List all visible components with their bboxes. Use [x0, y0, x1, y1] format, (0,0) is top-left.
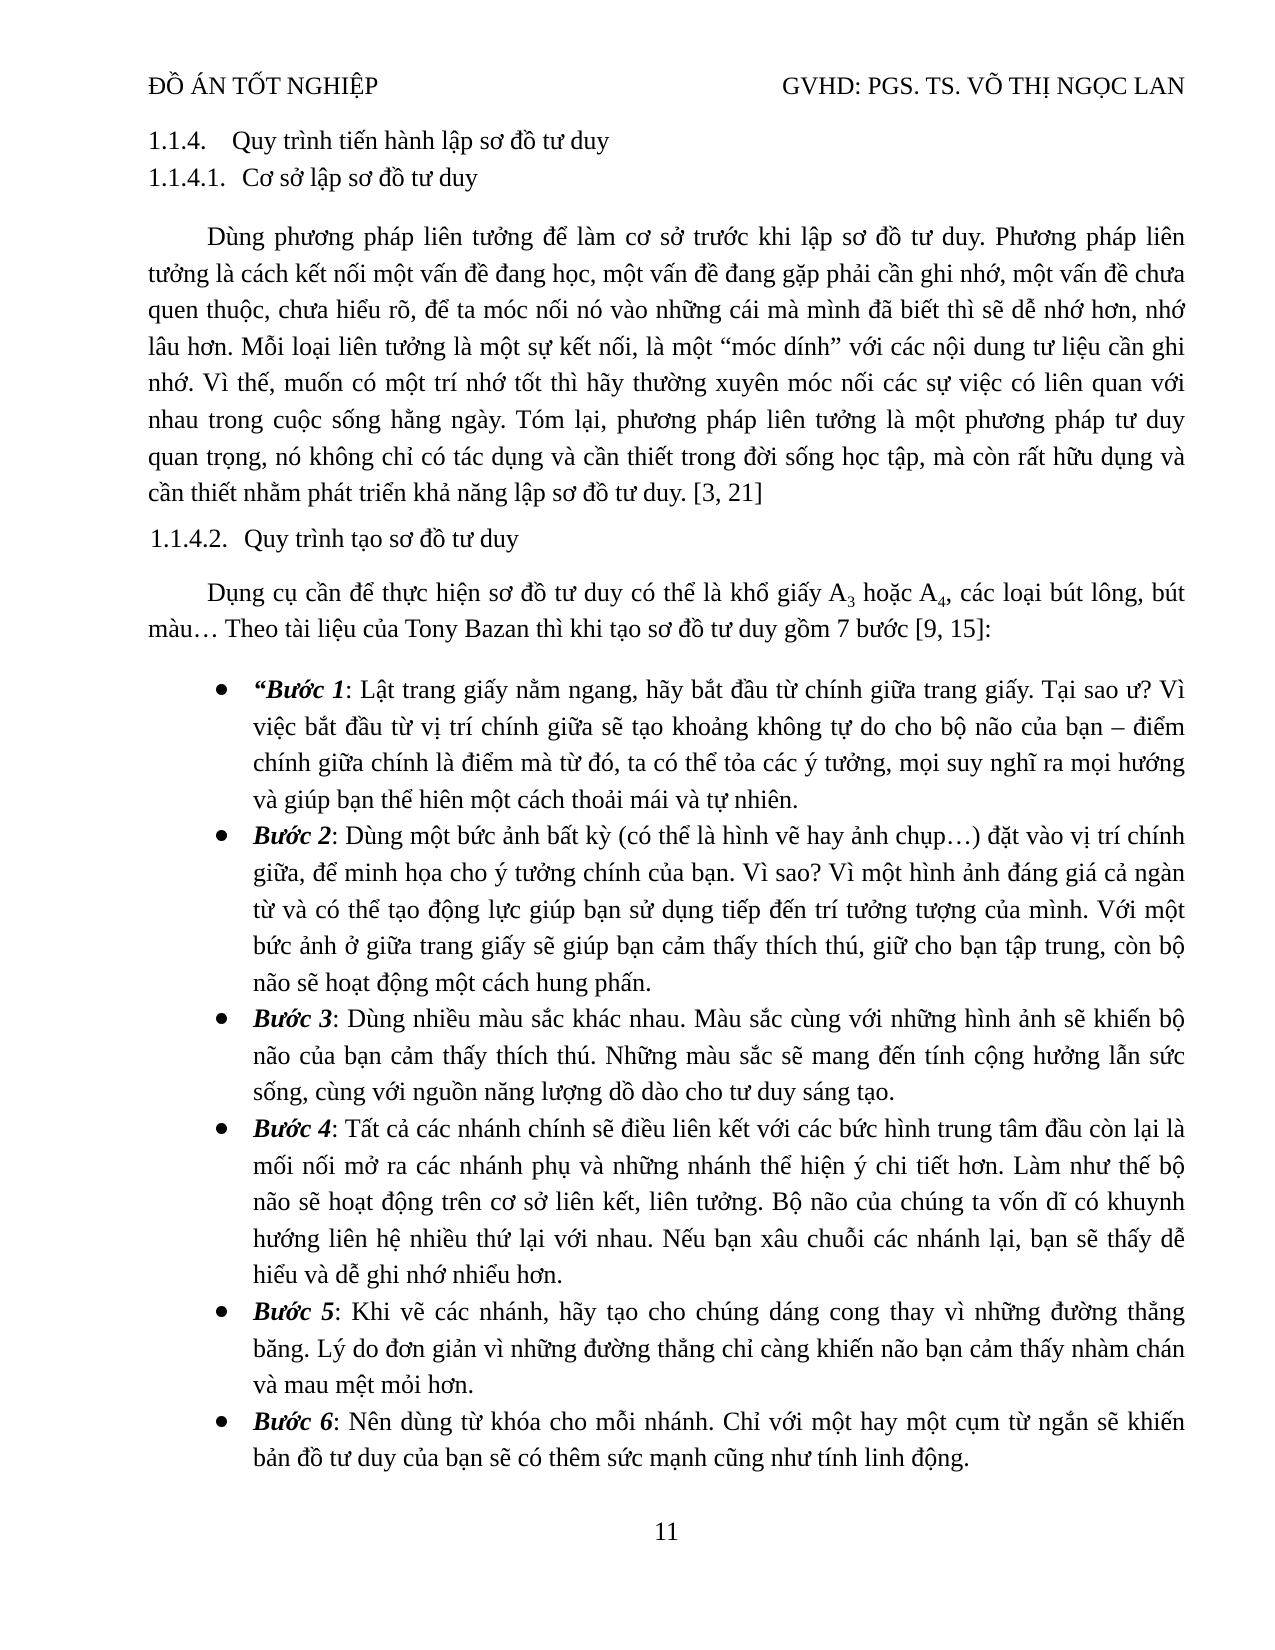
section-heading-1141 [148, 159, 1185, 196]
paragraph-text: Dụng cụ cần để thực hiện sơ đồ tư duy có thể là khổ giấy A [207, 577, 848, 607]
paragraph-text: , các loại bút lông, bút màu… Theo tài liệu của Tony Bazan thì khi tạo sơ đồ tư duy gồm 7 bước [9, 15]: [148, 577, 1186, 644]
body-paragraph-dung-cu [148, 575, 1185, 648]
section-title: Quy trình tạo sơ đồ tư duy [244, 523, 519, 553]
step-quote-prefix: “ [253, 674, 266, 704]
step-item-5 [253, 1294, 1185, 1404]
section-title: Cơ sở lập sơ đồ tư duy [242, 163, 478, 192]
section-heading-1142 [148, 520, 1185, 557]
subscript-4: 4 [937, 593, 946, 611]
step-item-4 [253, 1111, 1185, 1294]
section-title: Quy trình tiến hành lập sơ đồ tư duy [232, 126, 610, 155]
section-number: 1.1.4.1. [148, 163, 226, 192]
section-number: 1.1.4.2. [150, 523, 228, 553]
step-text: : Tất cả các nhánh chính sẽ điều liên kết với các bức hình trung tâm đầu còn lại là mối nối mở ra các nhánh phụ và những nhánh thể hiện ý chi tiết hơn. Làm như thế bộ não sẽ hoạt động trên cơ sở liên kết, liên tưởng. Bộ não của chúng ta vốn dĩ có khuynh hướng liên hệ nhiều thứ lại với nhau. Nếu bạn xâu chuỗi các nhánh lại, bạn sẽ thấy dễ hiểu và dễ ghi nhớ nhiểu hơn. [253, 1114, 1185, 1290]
step-item-3 [253, 1001, 1185, 1111]
subscript-3: 3 [847, 593, 856, 611]
step-item-2 [253, 818, 1185, 1001]
step-text: : Dùng một bức ảnh bất kỳ (có thể là hình vẽ hay ảnh chụp…) đặt vào vị trí chính giữa, để minh họa cho ý tưởng chính của bạn. Vì sao? Vì một hình ảnh đáng giá cả ngàn từ và có thể tạo động lực giúp bạn sử dụng tiếp đến trí tưởng tượng của mình. Với một bức ảnh ở giữa trang giấy sẽ giúp bạn cảm thấy thích thú, giữ cho bạn tập trung, còn bộ não sẽ hoạt động một cách hung phấn. [253, 821, 1185, 997]
page-header [148, 68, 1185, 105]
step-text: : Dùng nhiều màu sắc khác nhau. Màu sắc cùng với những hình ảnh sẽ khiến bộ não của bạn cảm thấy thích thú. Những màu sắc sẽ mang đến tính cộng hưởng lẫn sức sống, cùng với nguồn năng lượng dồ dào cho tư duy sáng tạo. [253, 1004, 1185, 1107]
step-label: Bước 6 [253, 1406, 333, 1436]
step-text: : Khi vẽ các nhánh, hãy tạo cho chúng dáng cong thay vì những đường thẳng băng. Lý do đơn giản vì những đường thẳng chỉ càng khiến não bạn cảm thấy nhàm chán và mau mệt mỏi hơn. [253, 1297, 1185, 1400]
section-heading-114 [148, 122, 1185, 159]
header-right-text: GVHD: PGS. TS. VÕ THỊ NGỌC LAN [782, 73, 1185, 100]
header-left-text: ĐỒ ÁN TỐT NGHIỆP [148, 73, 379, 100]
step-label: Bước 4 [253, 1114, 332, 1144]
step-label: Bước 1 [266, 674, 346, 704]
step-label: Bước 2 [253, 821, 332, 851]
step-item-1 [253, 672, 1185, 818]
page-number: 11 [653, 1517, 680, 1546]
step-label: Bước 3 [253, 1004, 333, 1034]
step-item-6 [253, 1404, 1185, 1477]
paragraph-text: hoặc A [855, 577, 938, 607]
step-label: Bước 5 [253, 1297, 335, 1327]
section-number: 1.1.4. [148, 126, 207, 155]
step-text: : Nên dùng từ khóa cho mỗi nhánh. Chỉ với một hay một cụm từ ngắn sẽ khiến bản đồ tư duy của bạn sẽ có thêm sức mạnh cũng như tính linh động. [253, 1406, 1185, 1473]
body-paragraph-lien-tuong: Dùng phương pháp liên tưởng để làm cơ sở trước khi lập sơ đồ tư duy. Phương pháp liên tưởng là cách kết nối một vấn đề đang học, một vấn đề đang gặp phải cần ghi nhớ, một vấn đề chưa quen thuộc, chưa hiểu rõ, để ta móc nối nó vào những cái mà mình đã biết thì sẽ dễ nhớ hơn, nhớ lâu hơn. Mỗi loại liên tưởng là một sự kết nối, là một “móc dính” với các nội dung tư liệu cần ghi nhớ. Vì thế, muốn có một trí nhớ tốt thì hãy thường xuyên móc nối các sự việc có liên quan với nhau trong cuộc sống hằng ngày. Tóm lại, phương pháp liên tưởng là một phương pháp tư duy quan trọng, nó không chỉ có tác dụng và cần thiết trong đời sống học tập, mà còn rất hữu dụng và cần thiết nhằm phát triển khả năng lập sơ đồ tư duy. [3, 21] [148, 222, 1185, 508]
step-text: : Lật trang giấy nằm ngang, hãy bắt đầu từ chính giữa trang giấy. Tại sao ư? Vì việc bắt đầu từ vị trí chính giữa sẽ tạo khoảng không tự do cho bộ não của bạn – điểm chính giữa chính là điểm mà từ đó, ta có thể tỏa các ý tưởng, mọi suy nghĩ ra mọi hướng và giúp bạn thể hiên một cách thoải mái và tự nhiên. [253, 674, 1185, 814]
steps-list [148, 672, 1185, 1477]
